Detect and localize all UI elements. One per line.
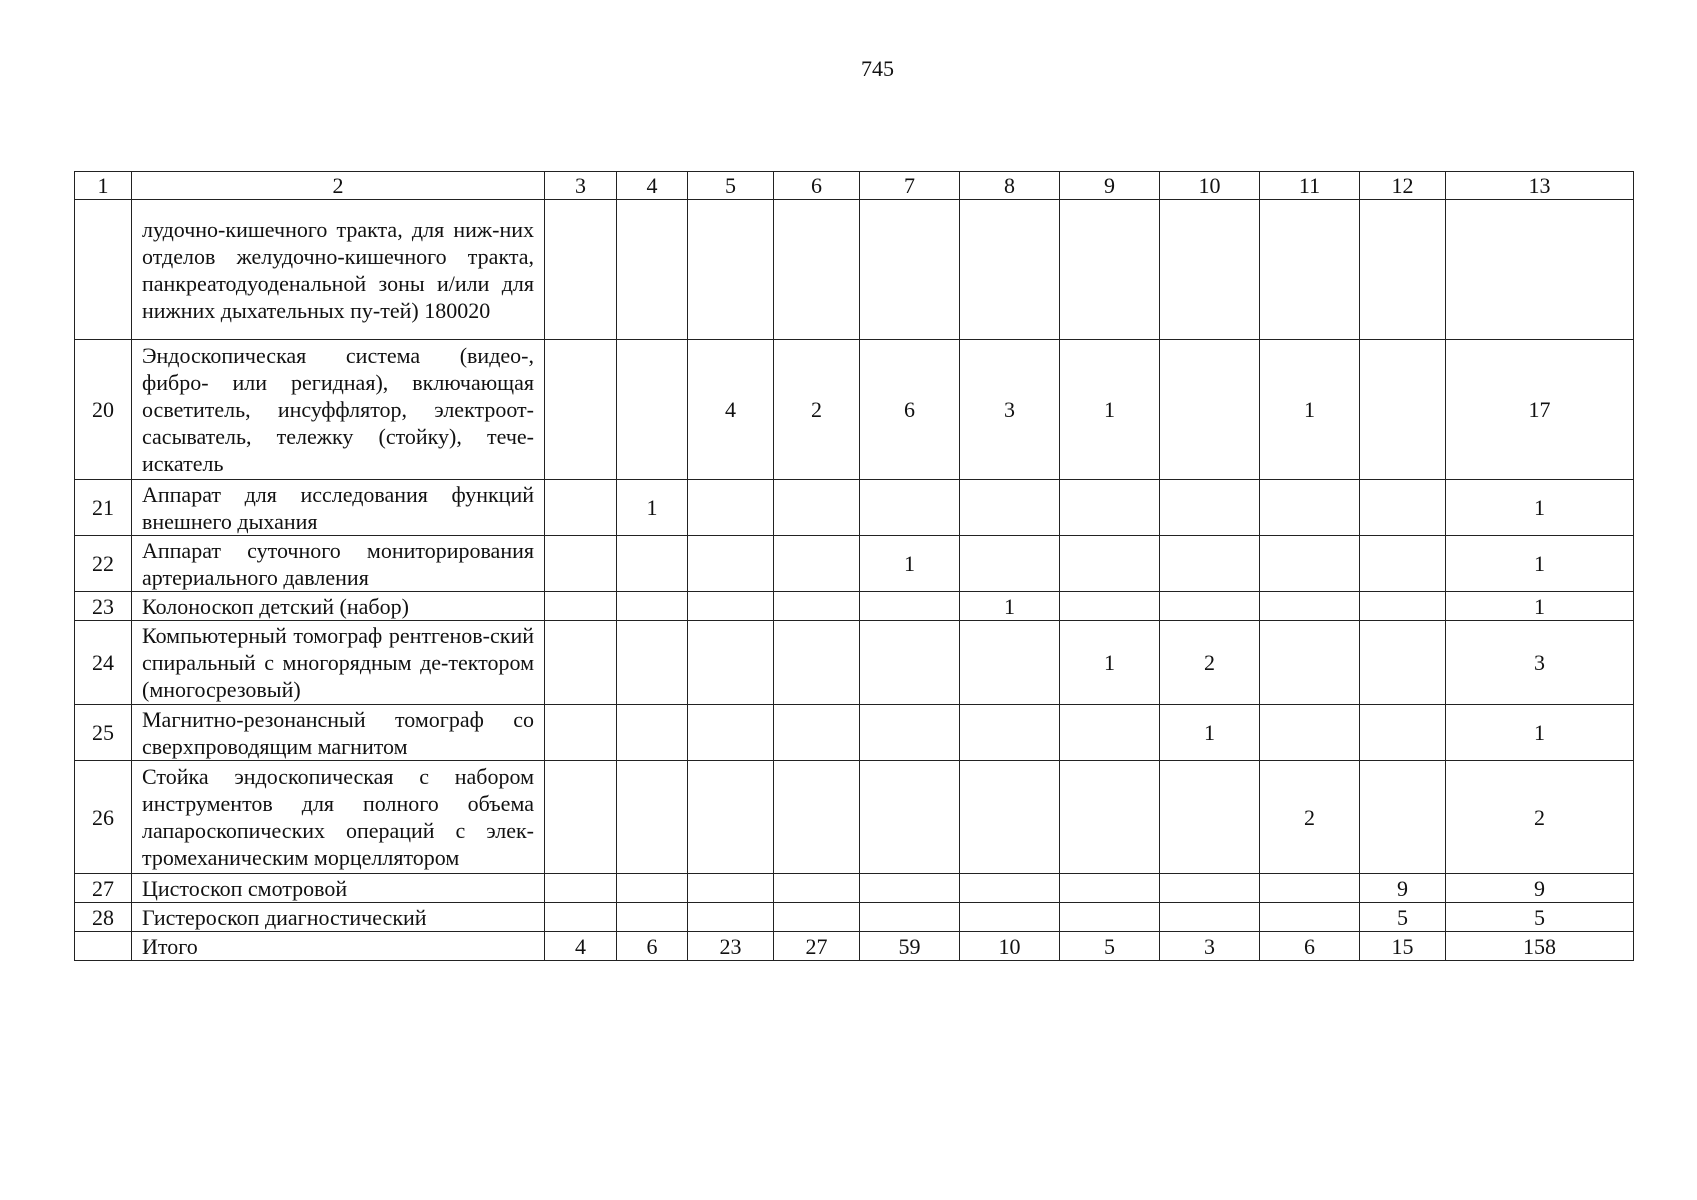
value-cell-c8 <box>960 705 1060 761</box>
value-cell-c13: 158 <box>1446 932 1634 961</box>
value-cell-c6 <box>774 705 860 761</box>
equipment-name-cell: Стойка эндоскопическая с набором инструментов для полного объема лапароскопических операций с элек-тромеханическим морцеллятором <box>132 761 545 874</box>
value-cell-c8 <box>960 200 1060 340</box>
value-cell-c5 <box>688 903 774 932</box>
value-cell-c3 <box>545 536 617 592</box>
value-cell-c8: 1 <box>960 592 1060 621</box>
table-row <box>75 592 1634 621</box>
row-number-cell <box>75 200 132 340</box>
header-cell-3: 3 <box>545 172 617 200</box>
header-cell-4: 4 <box>617 172 688 200</box>
value-cell-c6 <box>774 874 860 903</box>
header-cell-1: 1 <box>75 172 132 200</box>
value-cell-c11 <box>1260 480 1360 536</box>
equipment-name-cell: Цистоскоп смотровой <box>132 874 545 903</box>
header-cell-10: 10 <box>1160 172 1260 200</box>
value-cell-c13 <box>1446 200 1634 340</box>
value-cell-c8 <box>960 480 1060 536</box>
value-cell-c7 <box>860 592 960 621</box>
header-cell-11: 11 <box>1260 172 1360 200</box>
header-cell-9: 9 <box>1060 172 1160 200</box>
table-row <box>75 200 1634 340</box>
value-cell-c3 <box>545 705 617 761</box>
value-cell-c9 <box>1060 874 1160 903</box>
value-cell-c4 <box>617 621 688 705</box>
value-cell-c12: 5 <box>1360 903 1446 932</box>
table-row <box>75 903 1634 932</box>
value-cell-c11 <box>1260 705 1360 761</box>
row-number-cell: 27 <box>75 874 132 903</box>
header-cell-12: 12 <box>1360 172 1446 200</box>
value-cell-c12 <box>1360 705 1446 761</box>
equipment-name-cell: Итого <box>132 932 545 961</box>
value-cell-c13: 9 <box>1446 874 1634 903</box>
equipment-name-cell: Колоноскоп детский (набор) <box>132 592 545 621</box>
table-body <box>75 172 1634 961</box>
value-cell-c5 <box>688 480 774 536</box>
value-cell-c10 <box>1160 903 1260 932</box>
table-row <box>75 705 1634 761</box>
value-cell-c10 <box>1160 200 1260 340</box>
value-cell-c9: 5 <box>1060 932 1160 961</box>
value-cell-c10 <box>1160 480 1260 536</box>
value-cell-c12 <box>1360 761 1446 874</box>
value-cell-c10: 2 <box>1160 621 1260 705</box>
row-number-cell <box>75 932 132 961</box>
value-cell-c13: 3 <box>1446 621 1634 705</box>
value-cell-c13: 1 <box>1446 592 1634 621</box>
value-cell-c10 <box>1160 874 1260 903</box>
value-cell-c11: 2 <box>1260 761 1360 874</box>
table-row <box>75 874 1634 903</box>
value-cell-c10: 3 <box>1160 932 1260 961</box>
value-cell-c4: 1 <box>617 480 688 536</box>
equipment-table <box>74 171 1634 961</box>
value-cell-c9 <box>1060 705 1160 761</box>
value-cell-c3 <box>545 592 617 621</box>
value-cell-c11 <box>1260 621 1360 705</box>
row-number-cell: 21 <box>75 480 132 536</box>
equipment-name-cell: лудочно-кишечного тракта, для ниж-них отделов желудочно-кишечного тракта, панкреатодуоденальной зоны и/или для нижних дыхательных пу-тей) 180020 <box>132 200 545 340</box>
header-cell-2: 2 <box>132 172 545 200</box>
value-cell-c13: 1 <box>1446 705 1634 761</box>
value-cell-c7: 59 <box>860 932 960 961</box>
value-cell-c12 <box>1360 200 1446 340</box>
value-cell-c3 <box>545 621 617 705</box>
value-cell-c4 <box>617 536 688 592</box>
value-cell-c9: 1 <box>1060 621 1160 705</box>
value-cell-c7 <box>860 200 960 340</box>
row-number-cell: 22 <box>75 536 132 592</box>
value-cell-c12 <box>1360 592 1446 621</box>
value-cell-c3 <box>545 200 617 340</box>
value-cell-c3 <box>545 903 617 932</box>
value-cell-c5: 23 <box>688 932 774 961</box>
equipment-name-cell: Компьютерный томограф рентгенов-ский спиральный с многорядным де-тектором (многосрезовый) <box>132 621 545 705</box>
value-cell-c8: 10 <box>960 932 1060 961</box>
value-cell-c9 <box>1060 592 1160 621</box>
row-number-cell: 23 <box>75 592 132 621</box>
value-cell-c13: 5 <box>1446 903 1634 932</box>
value-cell-c6 <box>774 592 860 621</box>
value-cell-c13: 1 <box>1446 536 1634 592</box>
table-row <box>75 536 1634 592</box>
value-cell-c8 <box>960 874 1060 903</box>
value-cell-c11 <box>1260 903 1360 932</box>
table-row <box>75 932 1634 961</box>
table-row <box>75 621 1634 705</box>
row-number-cell: 25 <box>75 705 132 761</box>
value-cell-c7 <box>860 480 960 536</box>
value-cell-c6 <box>774 903 860 932</box>
row-number-cell: 28 <box>75 903 132 932</box>
value-cell-c6: 27 <box>774 932 860 961</box>
value-cell-c8 <box>960 903 1060 932</box>
value-cell-c7 <box>860 874 960 903</box>
equipment-name-cell: Гистероскоп диагностический <box>132 903 545 932</box>
value-cell-c7: 6 <box>860 340 960 480</box>
equipment-name-cell: Эндоскопическая система (видео-, фибро- или регидная), включающая осветитель, инсуффлятор, электроот-сасыватель, тележку (стойку), тече-искатель <box>132 340 545 480</box>
value-cell-c9 <box>1060 761 1160 874</box>
value-cell-c3 <box>545 874 617 903</box>
value-cell-c9 <box>1060 200 1160 340</box>
value-cell-c11 <box>1260 200 1360 340</box>
value-cell-c7 <box>860 903 960 932</box>
value-cell-c6 <box>774 621 860 705</box>
value-cell-c12 <box>1360 480 1446 536</box>
value-cell-c8: 3 <box>960 340 1060 480</box>
value-cell-c12: 9 <box>1360 874 1446 903</box>
value-cell-c11 <box>1260 536 1360 592</box>
value-cell-c7: 1 <box>860 536 960 592</box>
header-cell-5: 5 <box>688 172 774 200</box>
value-cell-c3 <box>545 761 617 874</box>
value-cell-c4 <box>617 200 688 340</box>
value-cell-c4 <box>617 761 688 874</box>
value-cell-c5 <box>688 874 774 903</box>
value-cell-c8 <box>960 621 1060 705</box>
value-cell-c6 <box>774 536 860 592</box>
value-cell-c4 <box>617 705 688 761</box>
value-cell-c3 <box>545 480 617 536</box>
value-cell-c9 <box>1060 480 1160 536</box>
value-cell-c9: 1 <box>1060 340 1160 480</box>
header-cell-8: 8 <box>960 172 1060 200</box>
value-cell-c4: 6 <box>617 932 688 961</box>
header-cell-13: 13 <box>1446 172 1634 200</box>
row-number-cell: 26 <box>75 761 132 874</box>
value-cell-c5 <box>688 705 774 761</box>
value-cell-c10 <box>1160 592 1260 621</box>
value-cell-c6: 2 <box>774 340 860 480</box>
header-cell-7: 7 <box>860 172 960 200</box>
row-number-cell: 20 <box>75 340 132 480</box>
value-cell-c11: 1 <box>1260 340 1360 480</box>
value-cell-c5 <box>688 536 774 592</box>
value-cell-c10: 1 <box>1160 705 1260 761</box>
value-cell-c11: 6 <box>1260 932 1360 961</box>
value-cell-c11 <box>1260 874 1360 903</box>
value-cell-c13: 17 <box>1446 340 1634 480</box>
table-row <box>75 340 1634 480</box>
value-cell-c5: 4 <box>688 340 774 480</box>
value-cell-c9 <box>1060 536 1160 592</box>
value-cell-c7 <box>860 705 960 761</box>
value-cell-c6 <box>774 200 860 340</box>
value-cell-c3: 4 <box>545 932 617 961</box>
value-cell-c13: 1 <box>1446 480 1634 536</box>
value-cell-c11 <box>1260 592 1360 621</box>
value-cell-c6 <box>774 761 860 874</box>
value-cell-c4 <box>617 340 688 480</box>
value-cell-c5 <box>688 592 774 621</box>
value-cell-c10 <box>1160 340 1260 480</box>
value-cell-c4 <box>617 903 688 932</box>
value-cell-c5 <box>688 761 774 874</box>
value-cell-c10 <box>1160 761 1260 874</box>
value-cell-c8 <box>960 761 1060 874</box>
table-row <box>75 480 1634 536</box>
row-number-cell: 24 <box>75 621 132 705</box>
equipment-name-cell: Аппарат суточного мониторирования артериального давления <box>132 536 545 592</box>
equipment-name-cell: Магнитно-резонансный томограф со сверхпроводящим магнитом <box>132 705 545 761</box>
table-header-row <box>75 172 1634 200</box>
value-cell-c7 <box>860 761 960 874</box>
value-cell-c12 <box>1360 340 1446 480</box>
table-row <box>75 761 1634 874</box>
value-cell-c12 <box>1360 621 1446 705</box>
value-cell-c3 <box>545 340 617 480</box>
value-cell-c9 <box>1060 903 1160 932</box>
value-cell-c8 <box>960 536 1060 592</box>
value-cell-c7 <box>860 621 960 705</box>
value-cell-c6 <box>774 480 860 536</box>
page-number: 745 <box>861 56 894 81</box>
value-cell-c4 <box>617 874 688 903</box>
value-cell-c10 <box>1160 536 1260 592</box>
value-cell-c5 <box>688 200 774 340</box>
value-cell-c5 <box>688 621 774 705</box>
value-cell-c4 <box>617 592 688 621</box>
value-cell-c12: 15 <box>1360 932 1446 961</box>
value-cell-c12 <box>1360 536 1446 592</box>
equipment-name-cell: Аппарат для исследования функций внешнего дыхания <box>132 480 545 536</box>
value-cell-c13: 2 <box>1446 761 1634 874</box>
header-cell-6: 6 <box>774 172 860 200</box>
